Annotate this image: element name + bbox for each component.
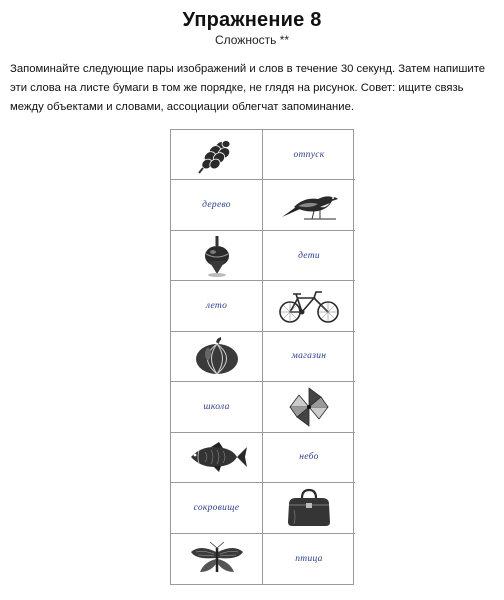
table-cell-image: [171, 534, 263, 584]
spinning-top-icon: [197, 234, 237, 278]
difficulty-label: Сложность **: [214, 33, 290, 47]
pair-word: дерево: [202, 200, 231, 211]
page-title: Упражнение 8: [182, 9, 322, 31]
pair-word: лето: [205, 301, 228, 312]
table-cell-word: [171, 180, 263, 230]
bag-icon: [284, 488, 334, 528]
moth-icon: [188, 540, 246, 578]
pumpkin-icon: [192, 336, 242, 376]
table-cell-word: [171, 382, 263, 432]
pinwheel-icon: [287, 385, 331, 429]
table-cell-word: [263, 534, 355, 584]
table-cell-image: [263, 483, 355, 533]
table-cell-image: [171, 332, 263, 382]
table-cell-word: [263, 433, 355, 483]
pair-word: отпуск: [293, 149, 325, 160]
table-cell-image: [263, 281, 355, 331]
table-cell-image: [171, 433, 263, 483]
bird-icon: [274, 187, 344, 223]
table-cell-image: [171, 231, 263, 281]
fish-icon: [185, 440, 249, 474]
table-cell-image: [263, 382, 355, 432]
table-cell-word: [263, 332, 355, 382]
table-cell-word: [263, 130, 355, 180]
table-cell-word: [171, 483, 263, 533]
pair-word: сокровище: [193, 502, 240, 513]
pair-word: школа: [203, 401, 230, 412]
pine-cone-icon: [195, 135, 239, 175]
instructions-text: Запоминайте следующие пары изображений и слов в течение 30 секунд. Затем напишите эти слова на листе бумаги в том же порядке, не глядя на рисунок. Совет: ищите связь между объектами и словами, ассоциации облегчат запоминание.: [10, 63, 486, 113]
pair-word: птица: [295, 553, 323, 564]
pair-word: магазин: [291, 351, 327, 362]
table-cell-word: [263, 231, 355, 281]
memory-pairs-table: [170, 129, 354, 585]
table-cell-word: [171, 281, 263, 331]
pair-word: дети: [298, 250, 320, 261]
bicycle-icon: [276, 286, 342, 326]
table-cell-image: [263, 180, 355, 230]
table-cell-image: [171, 130, 263, 180]
pair-word: небо: [299, 452, 319, 463]
